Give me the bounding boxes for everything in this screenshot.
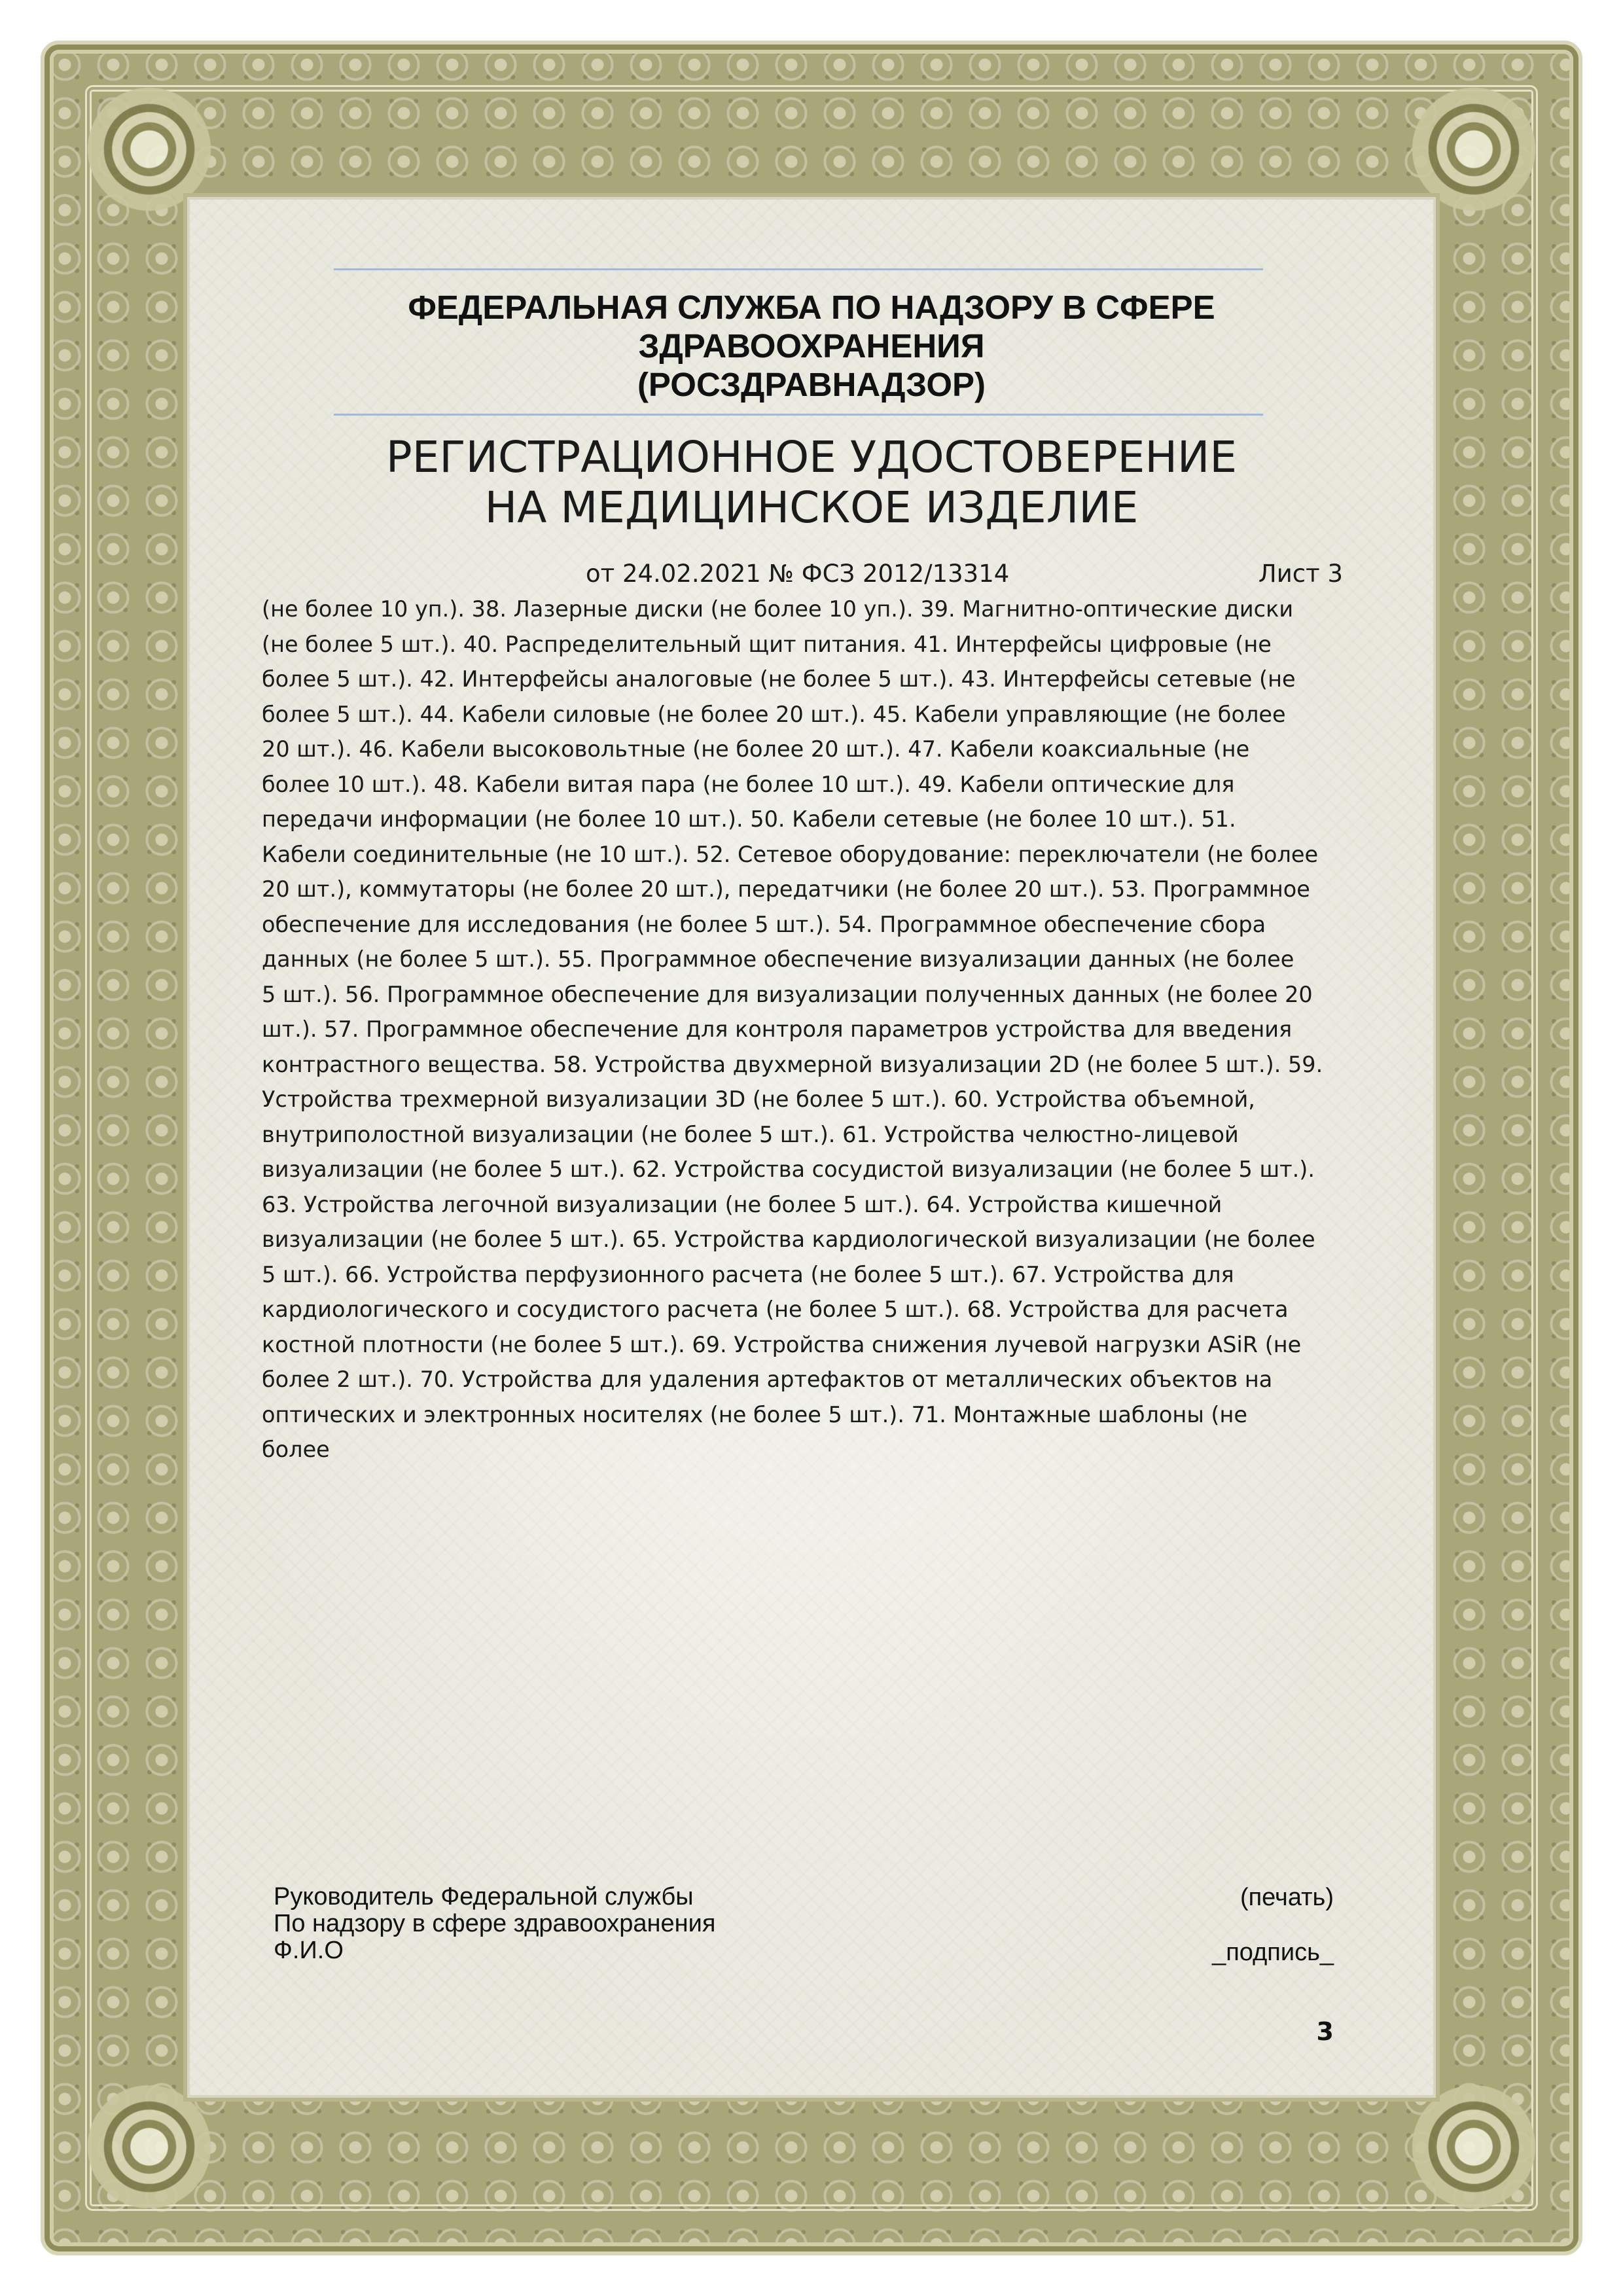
signatory-block: Руководитель Федеральной службы По надзору в сфере здравоохранения Ф.И.О — [274, 1883, 716, 1964]
corner-ornament — [1402, 2075, 1546, 2219]
agency-name: ФЕДЕРАЛЬНАЯ СЛУЖБА ПО НАДЗОРУ В СФЕРЕ ЗДРАВООХРАНЕНИЯ (РОСЗДРАВНАДЗОР) — [408, 289, 1215, 403]
sheet-label: Лист 3 — [1258, 560, 1343, 588]
document-header — [281, 288, 1342, 404]
body-text: (не более 10 уп.). 38. Лазерные диски (не более 10 уп.). 39. Магнитно-оптические диски (не более 5 шт.). 40. Распределительный щит питания. 41. Интерфейсы цифровые (не более 5 шт.). 42. Интерфейсы аналоговые (не более 5 шт.). 43. Интерфейсы сетевые (не более 5 шт.). 44. Кабели силовые (не более 20 шт.). 45. Кабели управляющие (не более 20 шт.). 46. Кабели высоковольтные (не более 20 шт.). 47. Кабели коаксиальные (не более 10 шт.). 48. Кабели витая пара (не более 10 шт.). 49. Кабели оптические для передачи информации (не более 10 шт.). 50. Кабели сетевые (не более 10 шт.). 51. Кабели соединительные (не 10 шт.). 52. Сетевое оборудование: переключатели (не более 20 шт.), коммутаторы (не более 20 шт.), передатчики (не более 20 шт.). 53. Программное обеспечение для исследования (не более 5 шт.). 54. Программное обеспечение сбора данных (не более 5 шт.). 55. Программное обеспечение визуализации данных (не более 5 шт.). 56. Программное обеспечение для визуализации полученных данных (не более 20 шт.). 57. Программное обеспечение для контроля параметров устройства для введения контрастного вещества. 58. Устройства двухмерной визуализации 2D (не более 5 шт.). 59. Устройства трехмерной визуализации 3D (не более 5 шт.). 60. Устройства объемной, внутриполостной визуализации (не более 5 шт.). 61. Устройства челюстно-лицевой визуализации (не более 5 шт.). 62. Устройства сосудистой визуализации (не более 5 шт.). 63. Устройства легочной визуализации (не более 5 шт.). 64. Устройства кишечной визуализации (не более 5 шт.). 65. Устройства кардиологической визуализации (не более 5 шт.). 66. Устройства перфузионного расчета (не более 5 шт.). 67. Устройства для кардиологического и сосудистого расчета (не более 5 шт.). 68. Устройства для расчета костной плотности (не более 5 шт.). 69. Устройства снижения лучевой нагрузки ASiR (не более 2 шт.). 70. Устройства для удаления артефактов от металлических объектов на оптических и электронных носителях (не более 5 шт.). 71. Монтажные шаблоны (не более — [262, 596, 1323, 1462]
seal-label: (печать) — [1240, 1884, 1334, 1911]
header-rule-bottom — [334, 414, 1263, 416]
corner-ornament — [77, 2075, 221, 2219]
document-title: РЕГИСТРАЦИОННОЕ УДОСТОВЕРЕНИЕ НА МЕДИЦИНСКОЕ ИЗДЕЛИЕ — [385, 432, 1238, 533]
registration-dateline: от 24.02.2021 № ФСЗ 2012/13314 — [586, 560, 1010, 588]
signature-label: _подпись_ — [1212, 1939, 1334, 1966]
header-rule-top — [334, 268, 1263, 270]
page-number: 3 — [1316, 2017, 1334, 2046]
